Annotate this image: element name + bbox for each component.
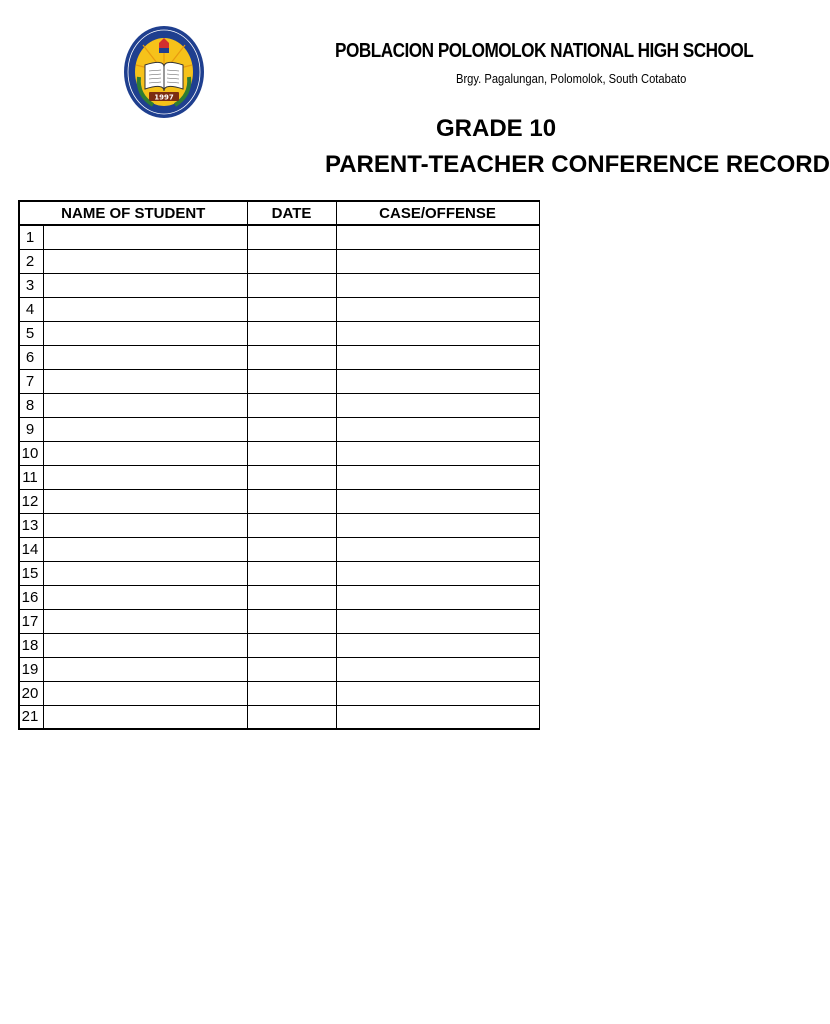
- school-name: POBLACION POLOMOLOK NATIONAL HIGH SCHOOL: [335, 40, 754, 62]
- row-number-cell: [19, 249, 43, 273]
- table-row: [19, 249, 539, 273]
- row-number-cell: [19, 561, 43, 585]
- date-cell[interactable]: [247, 585, 336, 609]
- row-number: 6: [25, 348, 35, 366]
- row-number: 5: [25, 324, 35, 342]
- case-offense-cell[interactable]: [336, 609, 539, 633]
- date-cell[interactable]: [247, 657, 336, 681]
- student-name-cell[interactable]: [43, 273, 247, 297]
- grade-title: GRADE 10: [436, 115, 557, 142]
- form-title: PARENT-TEACHER CONFERENCE RECORD: [325, 151, 830, 178]
- date-cell[interactable]: [247, 441, 336, 465]
- row-number: 15: [21, 564, 39, 582]
- table-row: [19, 705, 539, 729]
- row-number: 9: [25, 420, 35, 438]
- student-name-cell[interactable]: [43, 561, 247, 585]
- case-offense-cell[interactable]: [336, 393, 539, 417]
- student-name-cell[interactable]: [43, 345, 247, 369]
- table-row: [19, 609, 539, 633]
- row-number: 17: [21, 612, 39, 630]
- row-number-cell: [19, 705, 43, 729]
- date-cell[interactable]: [247, 321, 336, 345]
- row-number: 21: [21, 708, 39, 726]
- row-number-cell: [19, 657, 43, 681]
- case-offense-cell[interactable]: [336, 705, 539, 729]
- column-header-date: DATE: [247, 201, 336, 225]
- date-cell[interactable]: [247, 537, 336, 561]
- row-number: 13: [21, 516, 39, 534]
- case-offense-cell[interactable]: [336, 417, 539, 441]
- row-number: 19: [21, 660, 39, 678]
- student-name-cell[interactable]: [43, 417, 247, 441]
- row-number: 1: [25, 228, 35, 246]
- student-name-cell[interactable]: [43, 585, 247, 609]
- case-offense-cell[interactable]: [336, 585, 539, 609]
- student-name-cell[interactable]: [43, 321, 247, 345]
- column-header-case: CASE/OFFENSE: [336, 201, 539, 225]
- row-number-cell: [19, 345, 43, 369]
- date-cell[interactable]: [247, 249, 336, 273]
- row-number-cell: [19, 513, 43, 537]
- seal-year: 1997: [154, 93, 174, 102]
- table-header-row: [19, 201, 539, 225]
- row-number: 12: [21, 492, 39, 510]
- case-offense-cell[interactable]: [336, 441, 539, 465]
- table-row: [19, 297, 539, 321]
- table-row: [19, 537, 539, 561]
- table-row: [19, 273, 539, 297]
- date-cell[interactable]: [247, 417, 336, 441]
- date-cell[interactable]: [247, 393, 336, 417]
- student-name-cell[interactable]: [43, 633, 247, 657]
- table-row: [19, 657, 539, 681]
- student-name-cell[interactable]: [43, 681, 247, 705]
- date-cell[interactable]: [247, 273, 336, 297]
- row-number: 18: [21, 636, 39, 654]
- row-number-cell: [19, 321, 43, 345]
- student-name-cell[interactable]: [43, 441, 247, 465]
- school-seal-icon: [123, 25, 205, 119]
- row-number-cell: [19, 489, 43, 513]
- row-number-cell: [19, 369, 43, 393]
- case-offense-cell[interactable]: [336, 345, 539, 369]
- student-name-cell[interactable]: [43, 657, 247, 681]
- row-number: 3: [25, 276, 35, 294]
- table-body: [19, 225, 539, 729]
- case-offense-cell[interactable]: [336, 273, 539, 297]
- table-row: [19, 513, 539, 537]
- student-name-cell[interactable]: [43, 537, 247, 561]
- row-number-cell: [19, 417, 43, 441]
- row-number: 8: [25, 396, 35, 414]
- date-cell[interactable]: [247, 705, 336, 729]
- date-cell[interactable]: [247, 297, 336, 321]
- case-offense-cell[interactable]: [336, 489, 539, 513]
- case-offense-cell[interactable]: [336, 249, 539, 273]
- date-cell[interactable]: [247, 489, 336, 513]
- row-number-cell: [19, 681, 43, 705]
- row-number: 16: [21, 588, 39, 606]
- case-offense-cell[interactable]: [336, 225, 539, 249]
- row-number-cell: [19, 273, 43, 297]
- student-name-cell[interactable]: [43, 705, 247, 729]
- row-number-cell: [19, 225, 43, 249]
- table-row: [19, 225, 539, 249]
- table-row: [19, 369, 539, 393]
- row-number: 4: [25, 300, 35, 318]
- student-name-cell[interactable]: [43, 249, 247, 273]
- row-number: 7: [25, 372, 35, 390]
- date-cell[interactable]: [247, 513, 336, 537]
- table-row: [19, 345, 539, 369]
- case-offense-cell[interactable]: [336, 681, 539, 705]
- date-cell[interactable]: [247, 345, 336, 369]
- date-cell[interactable]: [247, 369, 336, 393]
- table-row: [19, 489, 539, 513]
- date-cell[interactable]: [247, 609, 336, 633]
- row-number-cell: [19, 585, 43, 609]
- row-number-cell: [19, 297, 43, 321]
- case-offense-cell[interactable]: [336, 369, 539, 393]
- row-number-cell: [19, 393, 43, 417]
- date-cell[interactable]: [247, 681, 336, 705]
- table-row: [19, 441, 539, 465]
- row-number-cell: [19, 465, 43, 489]
- row-number-cell: [19, 537, 43, 561]
- table-row: [19, 393, 539, 417]
- case-offense-cell[interactable]: [336, 537, 539, 561]
- row-number: 11: [22, 468, 38, 486]
- case-offense-cell[interactable]: [336, 321, 539, 345]
- row-number: 20: [21, 684, 39, 702]
- table-row: [19, 633, 539, 657]
- row-number: 14: [21, 540, 39, 558]
- case-offense-cell[interactable]: [336, 513, 539, 537]
- case-offense-cell[interactable]: [336, 297, 539, 321]
- student-name-cell[interactable]: [43, 393, 247, 417]
- table-row: [19, 321, 539, 345]
- student-name-cell[interactable]: [43, 513, 247, 537]
- date-cell[interactable]: [247, 465, 336, 489]
- student-name-cell[interactable]: [43, 465, 247, 489]
- row-number-cell: [19, 633, 43, 657]
- school-address: Brgy. Pagalungan, Polomolok, South Cotabato: [456, 71, 687, 86]
- row-number: 2: [25, 252, 35, 270]
- table-row: [19, 417, 539, 441]
- school-seal-logo: [123, 25, 205, 119]
- row-number-cell: [19, 441, 43, 465]
- student-name-cell[interactable]: [43, 489, 247, 513]
- table-row: [19, 681, 539, 705]
- date-cell[interactable]: [247, 561, 336, 585]
- date-cell[interactable]: [247, 225, 336, 249]
- column-header-name: NAME OF STUDENT: [19, 201, 247, 225]
- table-row: [19, 465, 539, 489]
- student-name-cell[interactable]: [43, 225, 247, 249]
- student-name-cell[interactable]: [43, 369, 247, 393]
- case-offense-cell[interactable]: [336, 465, 539, 489]
- date-cell[interactable]: [247, 633, 336, 657]
- conference-record-table: [18, 200, 540, 730]
- case-offense-cell[interactable]: [336, 633, 539, 657]
- table-row: [19, 561, 539, 585]
- row-number: 10: [21, 444, 39, 462]
- row-number-cell: [19, 609, 43, 633]
- student-name-cell[interactable]: [43, 609, 247, 633]
- student-name-cell[interactable]: [43, 297, 247, 321]
- case-offense-cell[interactable]: [336, 561, 539, 585]
- table-row: [19, 585, 539, 609]
- case-offense-cell[interactable]: [336, 657, 539, 681]
